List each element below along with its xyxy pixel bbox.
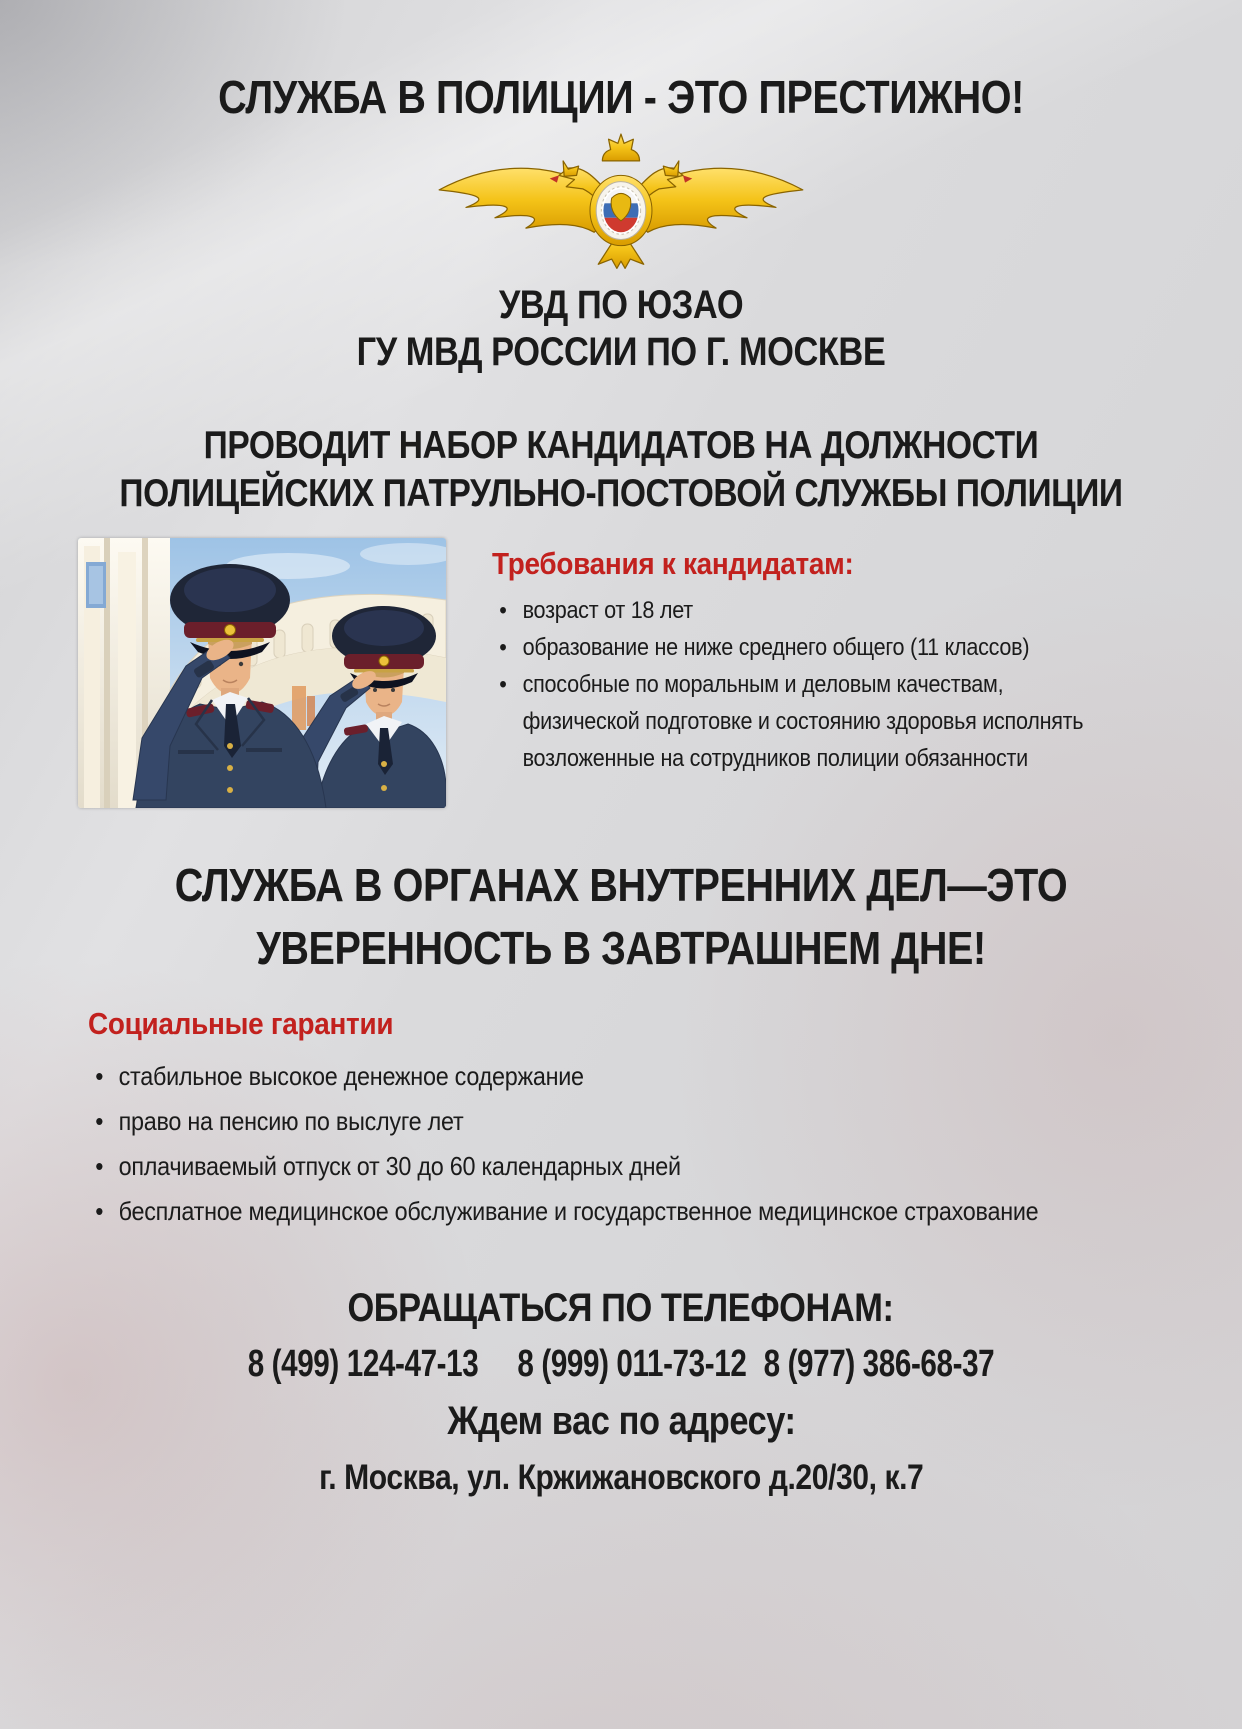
benefits-list [88,1054,1051,1234]
recruitment-block [0,422,1242,518]
requirements-list [492,592,1104,777]
police-officers-photo [78,538,446,808]
benefit-item: • стабильное высокое денежное содержание [88,1054,1051,1099]
mvd-eagle-emblem-icon [435,132,807,272]
page-title [0,70,1242,124]
requirements-heading: Требования к кандидатам: [492,546,854,581]
benefit-item: • оплачиваемый отпуск от 30 до 60 календарных дней [88,1144,1051,1189]
recruitment-line1: ПРОВОДИТ НАБОР КАНДИДАТОВ НА ДОЛЖНОСТИ [203,424,1039,467]
organization-line1: УВД ПО ЮЗАО [498,283,744,327]
benefit-item: • право на пенсию по выслуге лет [88,1099,1051,1144]
phone-number: 8 (499) 124-47-13 [247,1343,479,1385]
page-title-text: СЛУЖБА В ПОЛИЦИИ - ЭТО ПРЕСТИЖНО! [218,71,1024,123]
organization-line2: ГУ МВД РОССИИ ПО Г. МОСКВЕ [356,330,886,374]
contact-section [0,1280,1242,1506]
slogan-line2: УВЕРЕННОСТЬ В ЗАВТРАШНЕМ ДНЕ! [256,922,986,974]
phone-number: 8 (977) 386-68-37 [763,1343,995,1385]
recruitment-line2: ПОЛИЦЕЙСКИХ ПАТРУЛЬНО-ПОСТОВОЙ СЛУЖБЫ ПОЛИЦИИ [119,472,1123,515]
requirement-item: • возраст от 18 лет [492,592,1104,629]
requirement-item: • образование не ниже среднего общего (11 классов) [492,629,1104,666]
slogan-line1: СЛУЖБА В ОРГАНАХ ВНУТРЕННИХ ДЕЛ—ЭТО [174,859,1068,911]
organization-block [0,282,1242,376]
phones-heading: ОБРАЩАТЬСЯ ПО ТЕЛЕФОНАМ: [347,1286,895,1330]
address: г. Москва, ул. Кржижановского д.20/30, к.7 [318,1458,924,1497]
address-heading: Ждем вас по адресу: [446,1399,796,1443]
phone-number: 8 (999) 011-73-12 [517,1343,747,1385]
benefit-item: • бесплатное медицинское обслуживание и государственное медицинское страхование [88,1189,1051,1234]
phone-numbers [137,1336,1106,1392]
requirements-section [492,546,1172,777]
slogan-block [0,854,1242,980]
requirement-item: • способные по моральным и деловым качествам, физической подготовке и состоянию здоровья исполнять возложенные на сотрудников полиции обязанности [492,666,1104,777]
benefits-heading: Социальные гарантии [88,1006,394,1041]
benefits-section [88,1006,1158,1234]
